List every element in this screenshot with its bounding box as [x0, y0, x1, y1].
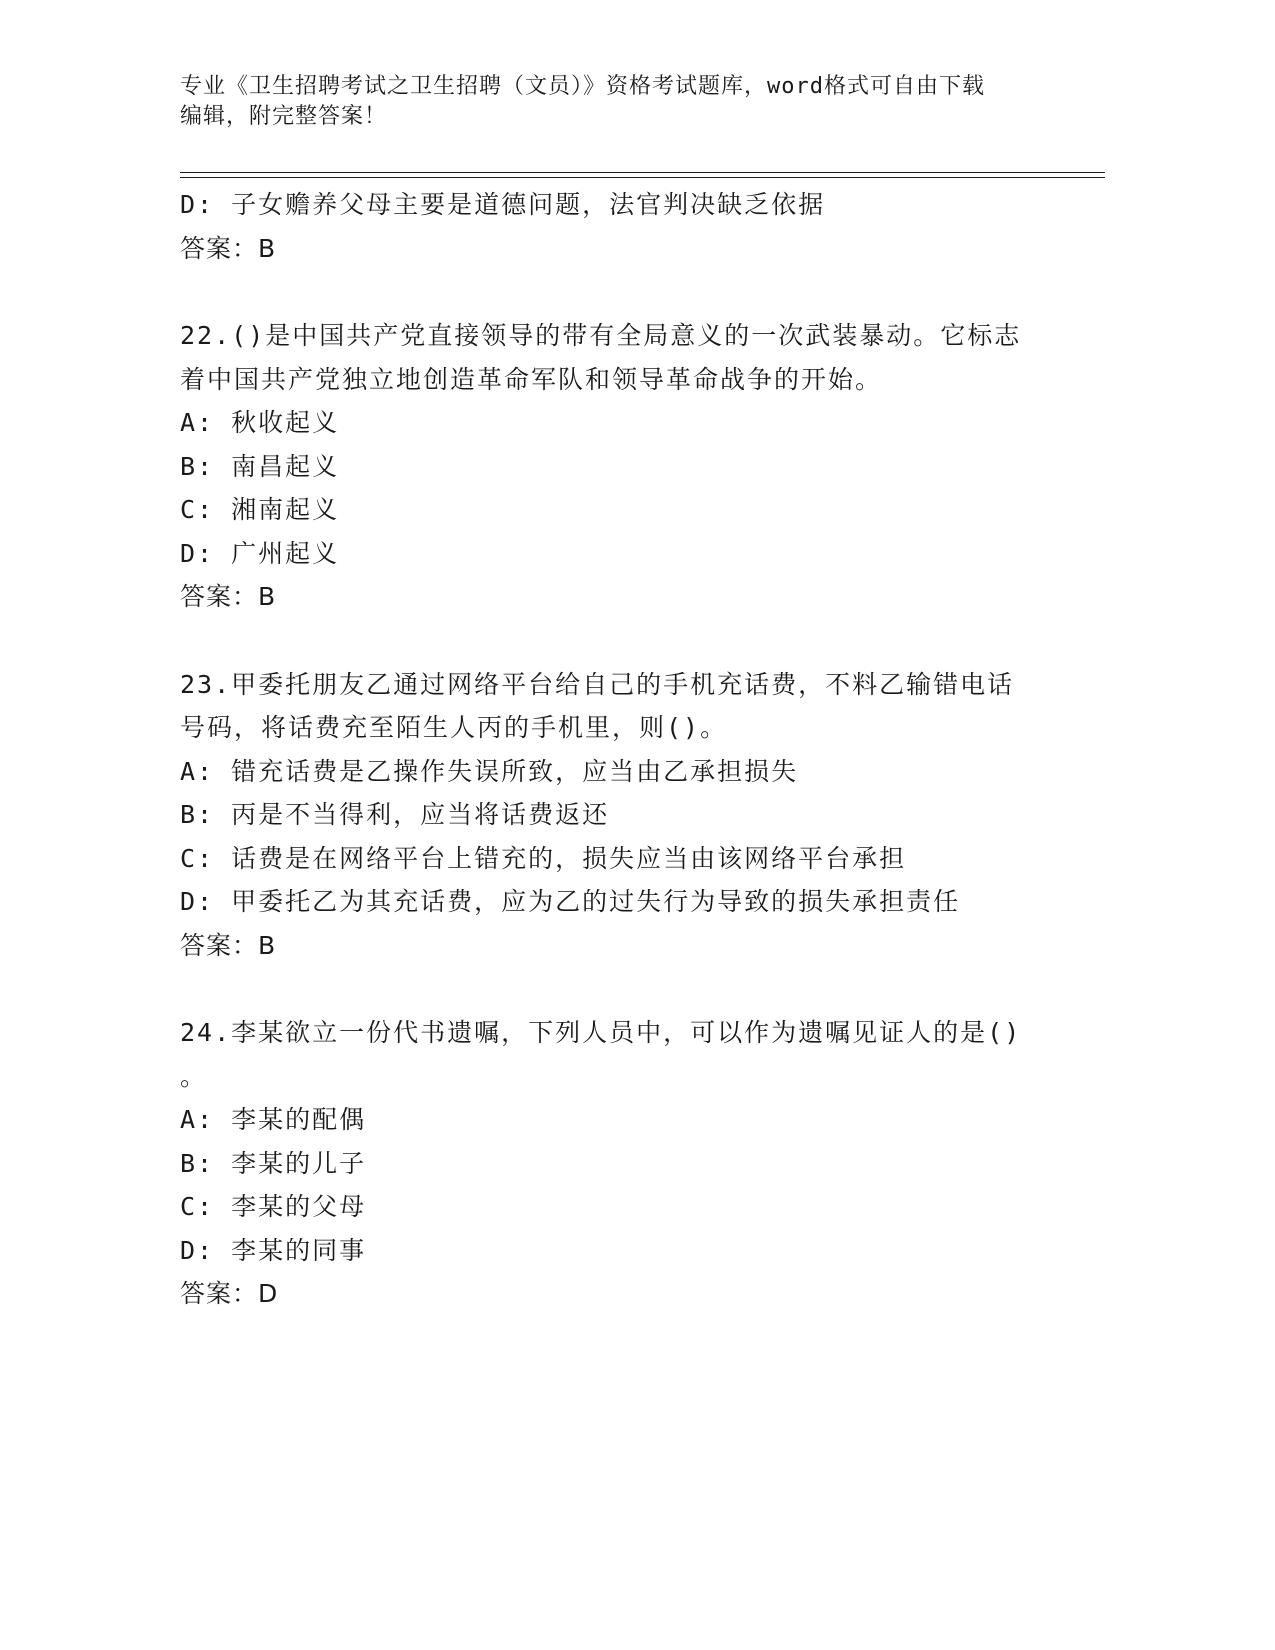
header-title-line-2: 编辑，附完整答案！ — [180, 104, 388, 129]
spacer — [180, 967, 1050, 1011]
answer-label: 答案：D — [180, 1279, 279, 1308]
header-divider-top — [180, 172, 1105, 173]
option-c: C: 李某的父母 — [180, 1192, 367, 1221]
option-d: D: 广州起义 — [180, 538, 340, 568]
option-d: D: 子女赡养父母主要是道德问题，法官判决缺乏依据 — [180, 190, 826, 219]
question-stem-line: 着中国共产党独立地创造革命军队和领导革命战争的开始。 — [180, 364, 883, 394]
option-a: A: 秋收起义 — [180, 408, 340, 437]
option-b: B: 李某的儿子 — [180, 1148, 367, 1178]
spacer — [180, 270, 1050, 314]
option-a: A: 错充话费是乙操作失误所致，应当由乙承担损失 — [180, 756, 799, 786]
question-22 — [180, 314, 1050, 619]
question-stem-line: 24.李某欲立一份代书遗嘱，下列人员中，可以作为遗嘱见证人的是() — [180, 1018, 1022, 1047]
header-divider-bottom — [180, 177, 1105, 178]
option-c: C: 话费是在网络平台上错充的，损失应当由该网络平台承担 — [180, 843, 907, 873]
spacer — [180, 619, 1050, 663]
option-b: B: 南昌起义 — [180, 451, 340, 481]
question-24 — [180, 1011, 1050, 1316]
answer-label: 答案：B — [180, 582, 277, 611]
question-content — [180, 183, 1050, 1316]
option-d: D: 甲委托乙为其充话费，应为乙的过失行为导致的损失承担责任 — [180, 887, 961, 916]
answer-label: 答案：B — [180, 930, 277, 960]
answer-label: 答案：B — [180, 233, 277, 263]
document-header — [180, 72, 1040, 132]
option-c: C: 湘南起义 — [180, 495, 340, 524]
header-title-line-1: 专业《卫生招聘考试之卫生招聘（文员）》资格考试题库，word格式可自由下载 — [180, 74, 985, 99]
question-stem-line: 。 — [180, 1061, 208, 1091]
question-23 — [180, 663, 1050, 968]
question-stem-line: 22.()是中国共产党直接领导的带有全局意义的一次武装暴动。它标志 — [180, 321, 1022, 350]
option-d: D: 李某的同事 — [180, 1235, 367, 1265]
question-stem-line: 23.甲委托朋友乙通过网络平台给自己的手机充话费，不料乙输错电话 — [180, 669, 1015, 699]
previous-question-tail — [180, 183, 1050, 270]
question-stem-line: 号码，将话费充至陌生人丙的手机里，则()。 — [180, 713, 728, 742]
option-b: B: 丙是不当得利，应当将话费返还 — [180, 800, 610, 829]
option-a: A: 李某的配偶 — [180, 1105, 367, 1134]
